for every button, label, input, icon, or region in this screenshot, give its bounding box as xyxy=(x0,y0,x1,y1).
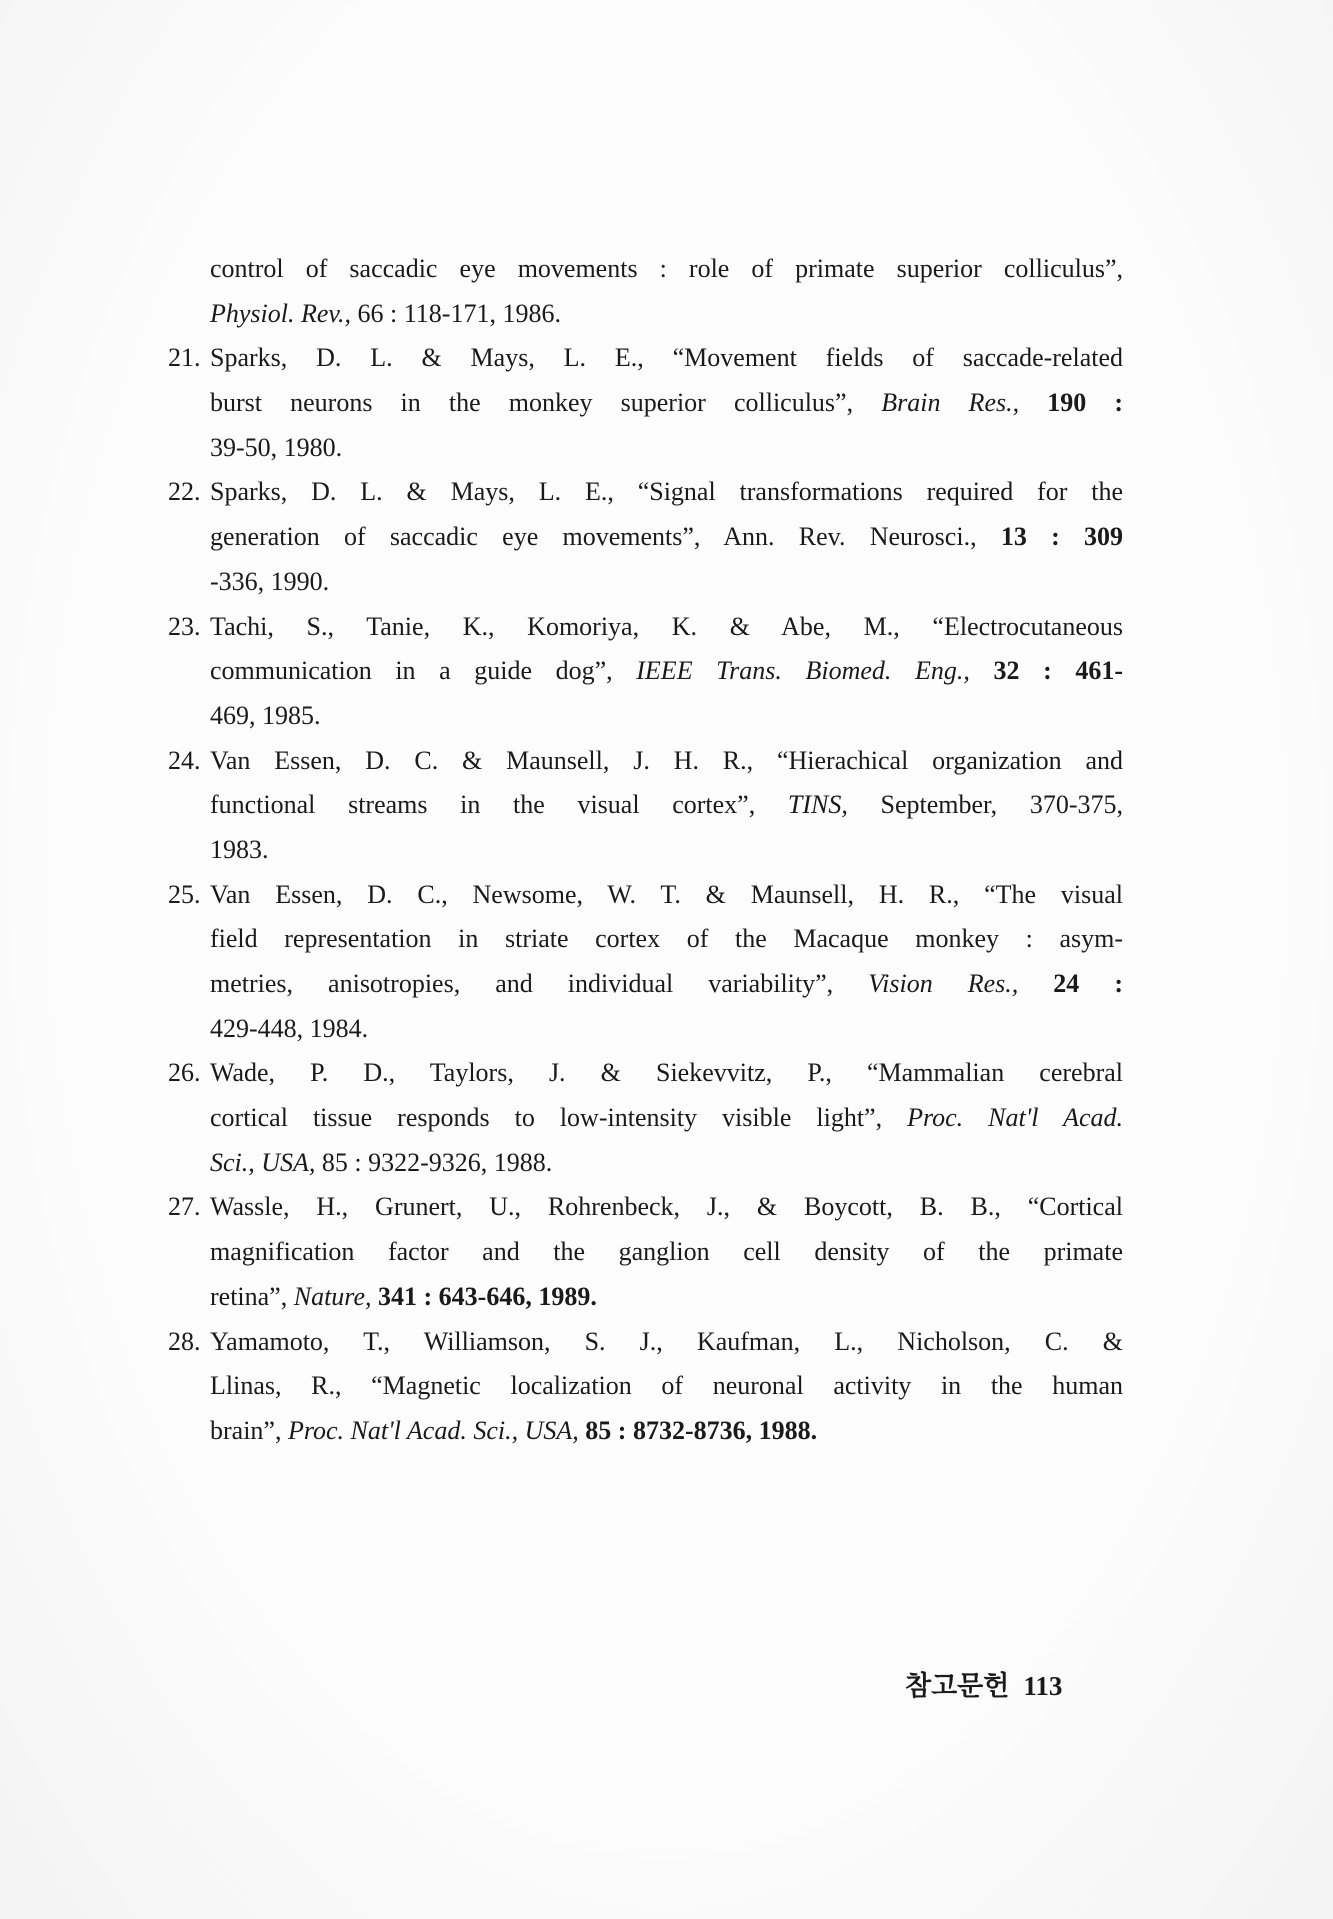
reference-journal: Nature, xyxy=(293,1281,372,1311)
reference-journal: Sci., USA, xyxy=(210,1147,316,1177)
reference-line xyxy=(210,1409,1123,1454)
reference-text: September, 370-375, xyxy=(847,790,1123,820)
reference-entry xyxy=(168,605,1123,739)
reference-text: communication in a guide dog”, xyxy=(210,656,637,686)
reference-text: cortical tissue responds to low-intensity visible light”, xyxy=(210,1103,908,1133)
reference-line xyxy=(168,739,1123,784)
reference-line xyxy=(210,1364,1123,1409)
reference-text: 13 : 309 xyxy=(1000,522,1123,552)
reference-line xyxy=(210,247,1123,292)
reference-text: Sparks, D. L. & Mays, L. E., “Movement fields of saccade-related xyxy=(210,343,1123,373)
reference-text: generation of saccadic eye movements”, Ann. Rev. Neurosci., xyxy=(210,522,1001,552)
page-footer xyxy=(905,1664,1062,1703)
reference-text: 32 : 461- xyxy=(969,656,1123,686)
reference-line xyxy=(210,649,1123,694)
reference-line xyxy=(210,560,1123,605)
footer-section-title: 참고문헌 xyxy=(905,1671,1010,1701)
reference-text: 66 : 118-171, 1986. xyxy=(351,298,561,328)
reference-text: brain”, xyxy=(210,1415,288,1445)
reference-line xyxy=(210,1141,1123,1186)
reference-entry xyxy=(168,1185,1123,1319)
reference-text: 24 : xyxy=(1018,969,1123,998)
reference-line xyxy=(210,783,1123,828)
reference-entry xyxy=(168,470,1123,604)
reference-number: 21. xyxy=(168,343,201,373)
reference-journal: Physiol. Rev., xyxy=(210,298,352,328)
reference-text: burst neurons in the monkey superior colliculus”, xyxy=(210,388,882,418)
reference-number: 24. xyxy=(168,745,201,775)
reference-line xyxy=(210,917,1123,962)
reference-journal: Vision Res., xyxy=(868,969,1019,998)
reference-line xyxy=(210,1230,1123,1275)
reference-text: metries, anisotropies, and individual variability”, xyxy=(210,969,869,998)
reference-text: 1983. xyxy=(210,834,269,864)
reference-number: 25. xyxy=(168,879,201,909)
reference-entry xyxy=(168,873,1123,1052)
reference-entry xyxy=(210,247,1123,336)
reference-text: Sparks, D. L. & Mays, L. E., “Signal transformations required for the xyxy=(210,477,1123,507)
reference-journal: Brain Res., xyxy=(881,388,1020,418)
reference-line xyxy=(210,1275,1123,1320)
reference-number: 26. xyxy=(168,1058,201,1088)
reference-line xyxy=(210,381,1123,426)
reference-text: Wassle, H., Grunert, U., Rohrenbeck, J., & Boycott, B. B., “Cortical xyxy=(210,1192,1123,1222)
reference-line xyxy=(210,515,1123,560)
reference-entry xyxy=(168,1320,1123,1454)
reference-text: 85 : 8732-8736, 1988. xyxy=(578,1415,818,1445)
reference-line xyxy=(210,1096,1123,1141)
reference-text: 190 : xyxy=(1019,388,1123,418)
reference-text: Yamamoto, T., Williamson, S. J., Kaufman, L., Nicholson, C. & xyxy=(210,1326,1123,1356)
reference-entry xyxy=(168,1051,1123,1185)
reference-text: Tachi, S., Tanie, K., Komoriya, K. & Abe, M., “Electrocutaneous xyxy=(210,611,1123,641)
reference-line xyxy=(210,292,1123,337)
reference-line xyxy=(168,1185,1123,1230)
reference-text: -336, 1990. xyxy=(210,566,330,596)
reference-text: Llinas, R., “Magnetic localization of neuronal activity in the human xyxy=(210,1371,1123,1401)
reference-number: 23. xyxy=(168,611,201,641)
reference-line xyxy=(168,1051,1123,1096)
reference-line xyxy=(210,426,1123,471)
reference-journal: Proc. Nat'l Acad. xyxy=(907,1103,1123,1133)
reference-text: retina”, xyxy=(210,1281,294,1311)
reference-number: 27. xyxy=(168,1192,201,1222)
reference-line xyxy=(168,336,1123,381)
reference-text: 429-448, 1984. xyxy=(210,1013,369,1043)
reference-text: Van Essen, D. C., Newsome, W. T. & Maunsell, H. R., “The visual xyxy=(210,879,1123,909)
reference-line xyxy=(168,470,1123,515)
reference-journal: Proc. Nat'l Acad. Sci., USA, xyxy=(287,1415,579,1445)
reference-text: 341 : 643-646, 1989. xyxy=(371,1281,597,1311)
reference-number: 22. xyxy=(168,477,201,507)
reference-text: Wade, P. D., Taylors, J. & Siekevvitz, P., “Mammalian cerebral xyxy=(210,1058,1123,1088)
reference-entry xyxy=(168,739,1123,873)
reference-text: 39-50, 1980. xyxy=(210,432,343,462)
reference-text: Van Essen, D. C. & Maunsell, J. H. R., “Hierachical organization and xyxy=(210,745,1123,775)
reference-line xyxy=(210,962,1123,1007)
reference-text: functional streams in the visual cortex”, xyxy=(210,790,788,820)
reference-list xyxy=(168,247,1123,1454)
reference-number: 28. xyxy=(168,1326,201,1356)
reference-journal: TINS, xyxy=(787,790,848,820)
page-number: 113 xyxy=(1023,1671,1063,1701)
reference-entry xyxy=(168,336,1123,470)
reference-line xyxy=(168,873,1123,918)
reference-text: 85 : 9322-9326, 1988. xyxy=(315,1147,553,1177)
reference-text: magnification factor and the ganglion cell density of the primate xyxy=(210,1237,1123,1267)
reference-line xyxy=(210,694,1123,739)
reference-text: 469, 1985. xyxy=(210,700,321,730)
reference-line xyxy=(168,1320,1123,1365)
reference-text: control of saccadic eye movements : role of primate superior colliculus”, xyxy=(210,254,1123,283)
reference-line xyxy=(210,1007,1123,1052)
reference-line xyxy=(168,605,1123,650)
reference-journal: IEEE Trans. Biomed. Eng., xyxy=(636,656,970,686)
reference-text: field representation in striate cortex of the Macaque monkey : asym- xyxy=(210,924,1123,954)
reference-line xyxy=(210,828,1123,873)
